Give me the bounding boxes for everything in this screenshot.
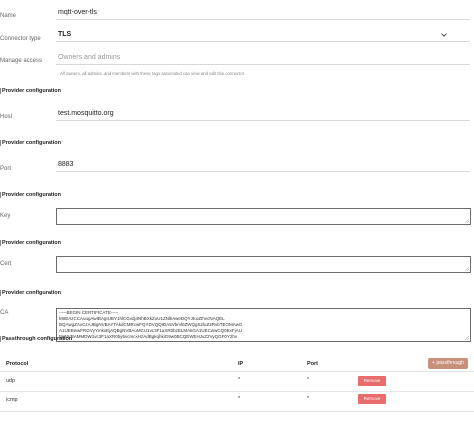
port-input[interactable]: 8883	[56, 158, 470, 172]
table-divider	[0, 371, 474, 372]
table-divider	[0, 391, 474, 392]
name-input[interactable]: mqtt-over-tls	[56, 6, 470, 20]
resize-handle-icon[interactable]	[465, 336, 469, 340]
key-textarea[interactable]	[56, 208, 471, 225]
add-passthrough-button[interactable]: + passthrough	[428, 358, 468, 369]
ip-column-header: IP	[238, 361, 244, 367]
connector-type-select[interactable]: TLS	[56, 28, 470, 42]
table-divider	[0, 411, 474, 412]
ca-certificate-text: -----BEGIN CERTIFICATE----- MIIEAzCCAuugAwIBAgIUBY1hlCGvdj4NhBXkZoU1ZNlkAweDQYJKoZIhvcNAQEL BQAwgZAxCzAJBgNVBAYTAkdCMRcwFQYDVQQIDA5Vbml0ZWQgS2luZ2RvbTEOMAwG A1UEBwwFRGVyYmkxEjAQBgNVBAoMCU1vc3F1aXR0bzELMAkGA1UECwwCQ0ExFjAU BgNVBAMMDW1vc3F1aXR0by5vcmcxHzAdBgkqhkiG9w0BCQEWEHJvZ2VyQGF0Y2hv	[59, 310, 243, 339]
host-input[interactable]: test.mosquitto.org	[56, 107, 470, 121]
name-label: Name	[0, 13, 17, 19]
manage-access-input[interactable]: Owners and admins	[56, 51, 470, 65]
resize-handle-icon[interactable]	[465, 219, 469, 223]
remove-button[interactable]: Remove	[358, 376, 386, 386]
port-cell: *	[307, 396, 310, 402]
protocol-cell: udp	[6, 378, 16, 384]
manage-access-hint: All owners, all admins, and members with these tags associated can view and edit this connector	[60, 71, 245, 76]
resize-handle-icon[interactable]	[465, 267, 469, 271]
protocol-cell: icmp	[6, 397, 18, 403]
port-cell: *	[307, 377, 310, 383]
ip-cell: *	[238, 377, 241, 383]
connector-type-label: Connector type	[0, 36, 41, 42]
provider-section-title: Provider configuration	[2, 88, 61, 94]
port-label: Port	[0, 166, 12, 172]
passthrough-section-title: Passthrough configuration	[2, 336, 73, 342]
provider-section-title: Provider configuration	[2, 192, 61, 198]
ca-textarea[interactable]	[56, 308, 471, 342]
protocol-column-header: Protocol	[6, 361, 29, 367]
ca-label: CA	[0, 310, 9, 316]
cert-textarea[interactable]	[56, 256, 471, 273]
provider-section-title: Provider configuration	[2, 240, 61, 246]
remove-button[interactable]: Remove	[358, 394, 386, 404]
key-label: Key	[0, 213, 11, 219]
provider-section-title: Provider configuration	[2, 140, 61, 146]
cert-label: Cert	[0, 261, 12, 267]
manage-access-label: Manage access	[0, 58, 43, 64]
provider-section-title: Provider configuration	[2, 290, 61, 296]
host-label: Host	[0, 114, 13, 120]
port-column-header: Port	[307, 361, 318, 367]
ip-cell: *	[238, 396, 241, 402]
